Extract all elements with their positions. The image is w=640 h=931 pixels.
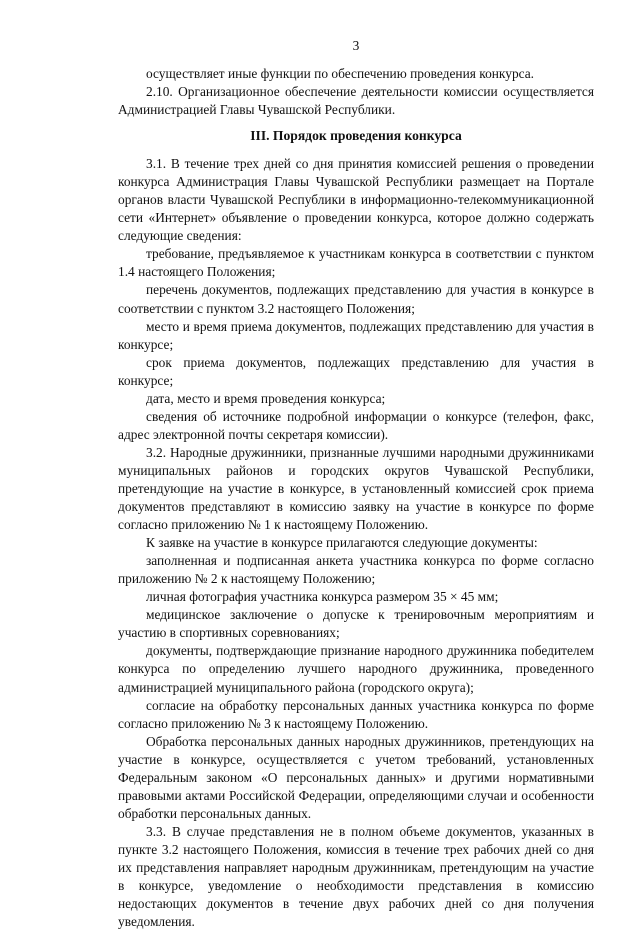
- list-item-photo: личная фотография участника конкурса размером 35 × 45 мм;: [146, 589, 499, 605]
- paragraph-3-2: 3.2. Народные дружинники, признанные лучшими народными дружинниками муниципальных районов и городских округов Чувашской Республики, претендующие на участие в конкурсе, в установленный комиссией срок приема документов представляют в комиссию заявку на участие в конкурсе по форме согласно приложению № 1 к настоящему Положению.: [118, 444, 594, 533]
- document-page: [118, 38, 594, 931]
- list-item-contest-date: дата, место и время проведения конкурса;: [146, 390, 386, 406]
- paragraph-personal-data: Обработка персональных данных народных дружинников, претендующих на участие в конкурсе, осуществляется с учетом требований, установленных Федеральным законом «О персональных данных» и другими нормативными правовыми актами Российской Федерации, определяющими случаи и особенности обработки персональных данных.: [118, 733, 594, 821]
- list-item-questionnaire: заполненная и подписанная анкета участника конкурса по форме согласно приложению № 2 к настоящему Положению;: [118, 553, 594, 587]
- paragraph-3-3: 3.3. В случае представления не в полном объеме документов, указанных в пункте 3.2 настоящего Положения, комиссия в течение трех рабочих дней со дня их представления направляет народным дружинникам, претендующим на участие в конкурсе, уведомление о необходимости представления в комиссию недостающих документов в течение двух рабочих дней со дня получения уведомления.: [118, 823, 594, 930]
- paragraph-3-1: 3.1. В течение трех дней со дня принятия комиссией решения о проведении конкурса Администрация Главы Чувашской Республики размещает на Портале органов власти Чувашской Республики в информационно-телекоммуникационной сети «Интернет» объявление о проведении конкурса, которое должно содержать следующие сведения:: [118, 156, 594, 244]
- list-item-documents-list: перечень документов, подлежащих представлению для участия в конкурсе в соответствии с пунктом 3.2 настоящего Положения;: [118, 282, 594, 316]
- list-item-consent: согласие на обработку персональных данных участника конкурса по форме согласно приложению № 3 к настоящему Положению.: [118, 697, 594, 731]
- list-item-requirement: требование, предъявляемое к участникам конкурса в соответствии с пунктом 1.4 настоящего Положения;: [118, 246, 594, 280]
- list-item-deadline: срок приема документов, подлежащих представлению для участия в конкурсе;: [118, 354, 594, 388]
- list-item-place-time: место и время приема документов, подлежащих представлению для участия в конкурсе;: [118, 318, 594, 352]
- list-item-medical: медицинское заключение о допуске к тренировочным мероприятиям и участию в спортивных соревнованиях;: [118, 607, 594, 641]
- list-item-info-source: сведения об источнике подробной информации о конкурсе (телефон, факс, адрес электронной почты секретаря комиссии).: [118, 408, 594, 442]
- page-number: 3: [352, 38, 360, 53]
- paragraph-2-10: 2.10. Организационное обеспечение деятельности комиссии осуществляется Администрацией Главы Чувашской Республики.: [118, 84, 594, 118]
- paragraph-attachments-intro: К заявке на участие в конкурсе прилагаются следующие документы:: [146, 535, 538, 551]
- paragraph-2-9-end: осуществляет иные функции по обеспечению проведения конкурса.: [146, 66, 535, 81]
- section-heading: III. Порядок проведения конкурса: [250, 128, 462, 144]
- list-item-winner-docs: документы, подтверждающие признание народного дружинника победителем конкурса по определению лучшего народного дружинника, проведенного администрацией муниципального района (городского округа);: [118, 643, 594, 695]
